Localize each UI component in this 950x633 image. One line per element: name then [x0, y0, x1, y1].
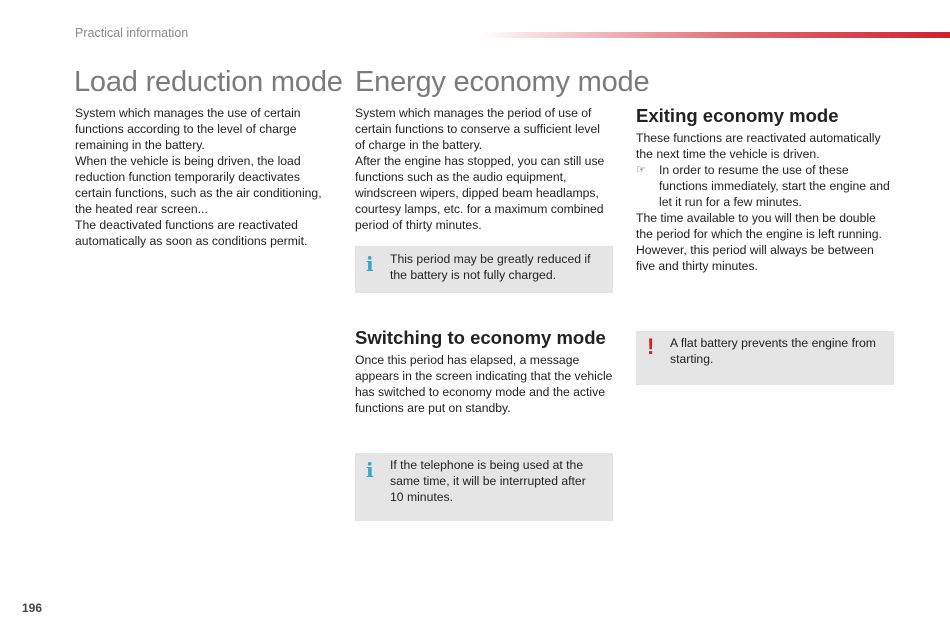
paragraph: System which manages the period of use of certain functions to conserve a sufficient level of charge in the battery. [355, 106, 601, 152]
warning-note [636, 331, 894, 385]
header-accent-line [478, 32, 950, 38]
exiting-body [636, 130, 894, 274]
info-note-battery [355, 246, 613, 293]
paragraph: After the engine has stopped, you can still use functions such as the audio equipment, windscreen wipers, dipped beam headlamps, courtesy lamps, etc. for a maximum combined period of thirty minutes. [355, 154, 605, 232]
note-text: A flat battery prevents the engine from starting. [670, 336, 876, 366]
switching-body: Once this period has elapsed, a message appears in the screen indicating that the vehicle has switched to economy mode and the active functions are put on standby. [355, 353, 613, 415]
page-number: 196 [22, 601, 43, 615]
paragraph: When the vehicle is being driven, the load reduction function temporarily deactivates certain functions, such as the air conditioning, the heated rear screen... [75, 154, 322, 216]
section-header: Practical information [75, 26, 189, 40]
info-icon: i [366, 458, 374, 482]
info-icon: i [366, 252, 374, 276]
info-note-telephone [355, 453, 613, 521]
note-text: If the telephone is being used at the same time, it will be interrupted after 10 minutes. [390, 458, 586, 504]
warning-icon: ! [647, 334, 655, 359]
paragraph: The time available to you will then be double the period for which the engine is left running. However, this period will always be between five and thirty minutes. [636, 211, 882, 273]
title-load-reduction: Load reduction mode [74, 66, 343, 98]
bullet-text: In order to resume the use of these functions immediately, start the engine and let it run for a few minutes. [659, 163, 890, 209]
pointing-hand-icon: ☞ [636, 164, 646, 176]
paragraph: These functions are reactivated automatically the next time the vehicle is driven. [636, 131, 881, 161]
energy-economy-body [355, 105, 613, 233]
bullet-item [636, 162, 894, 210]
note-text: This period may be greatly reduced if the battery is not fully charged. [390, 252, 591, 282]
paragraph: System which manages the use of certain functions according to the level of charge remaining in the battery. [75, 106, 301, 152]
title-switching-economy: Switching to economy mode [355, 327, 606, 348]
paragraph: The deactivated functions are reactivated automatically as soon as conditions permit. [75, 218, 308, 248]
load-reduction-body [75, 105, 337, 249]
title-exiting-economy: Exiting economy mode [636, 105, 839, 126]
title-energy-economy: Energy economy mode [355, 66, 650, 98]
